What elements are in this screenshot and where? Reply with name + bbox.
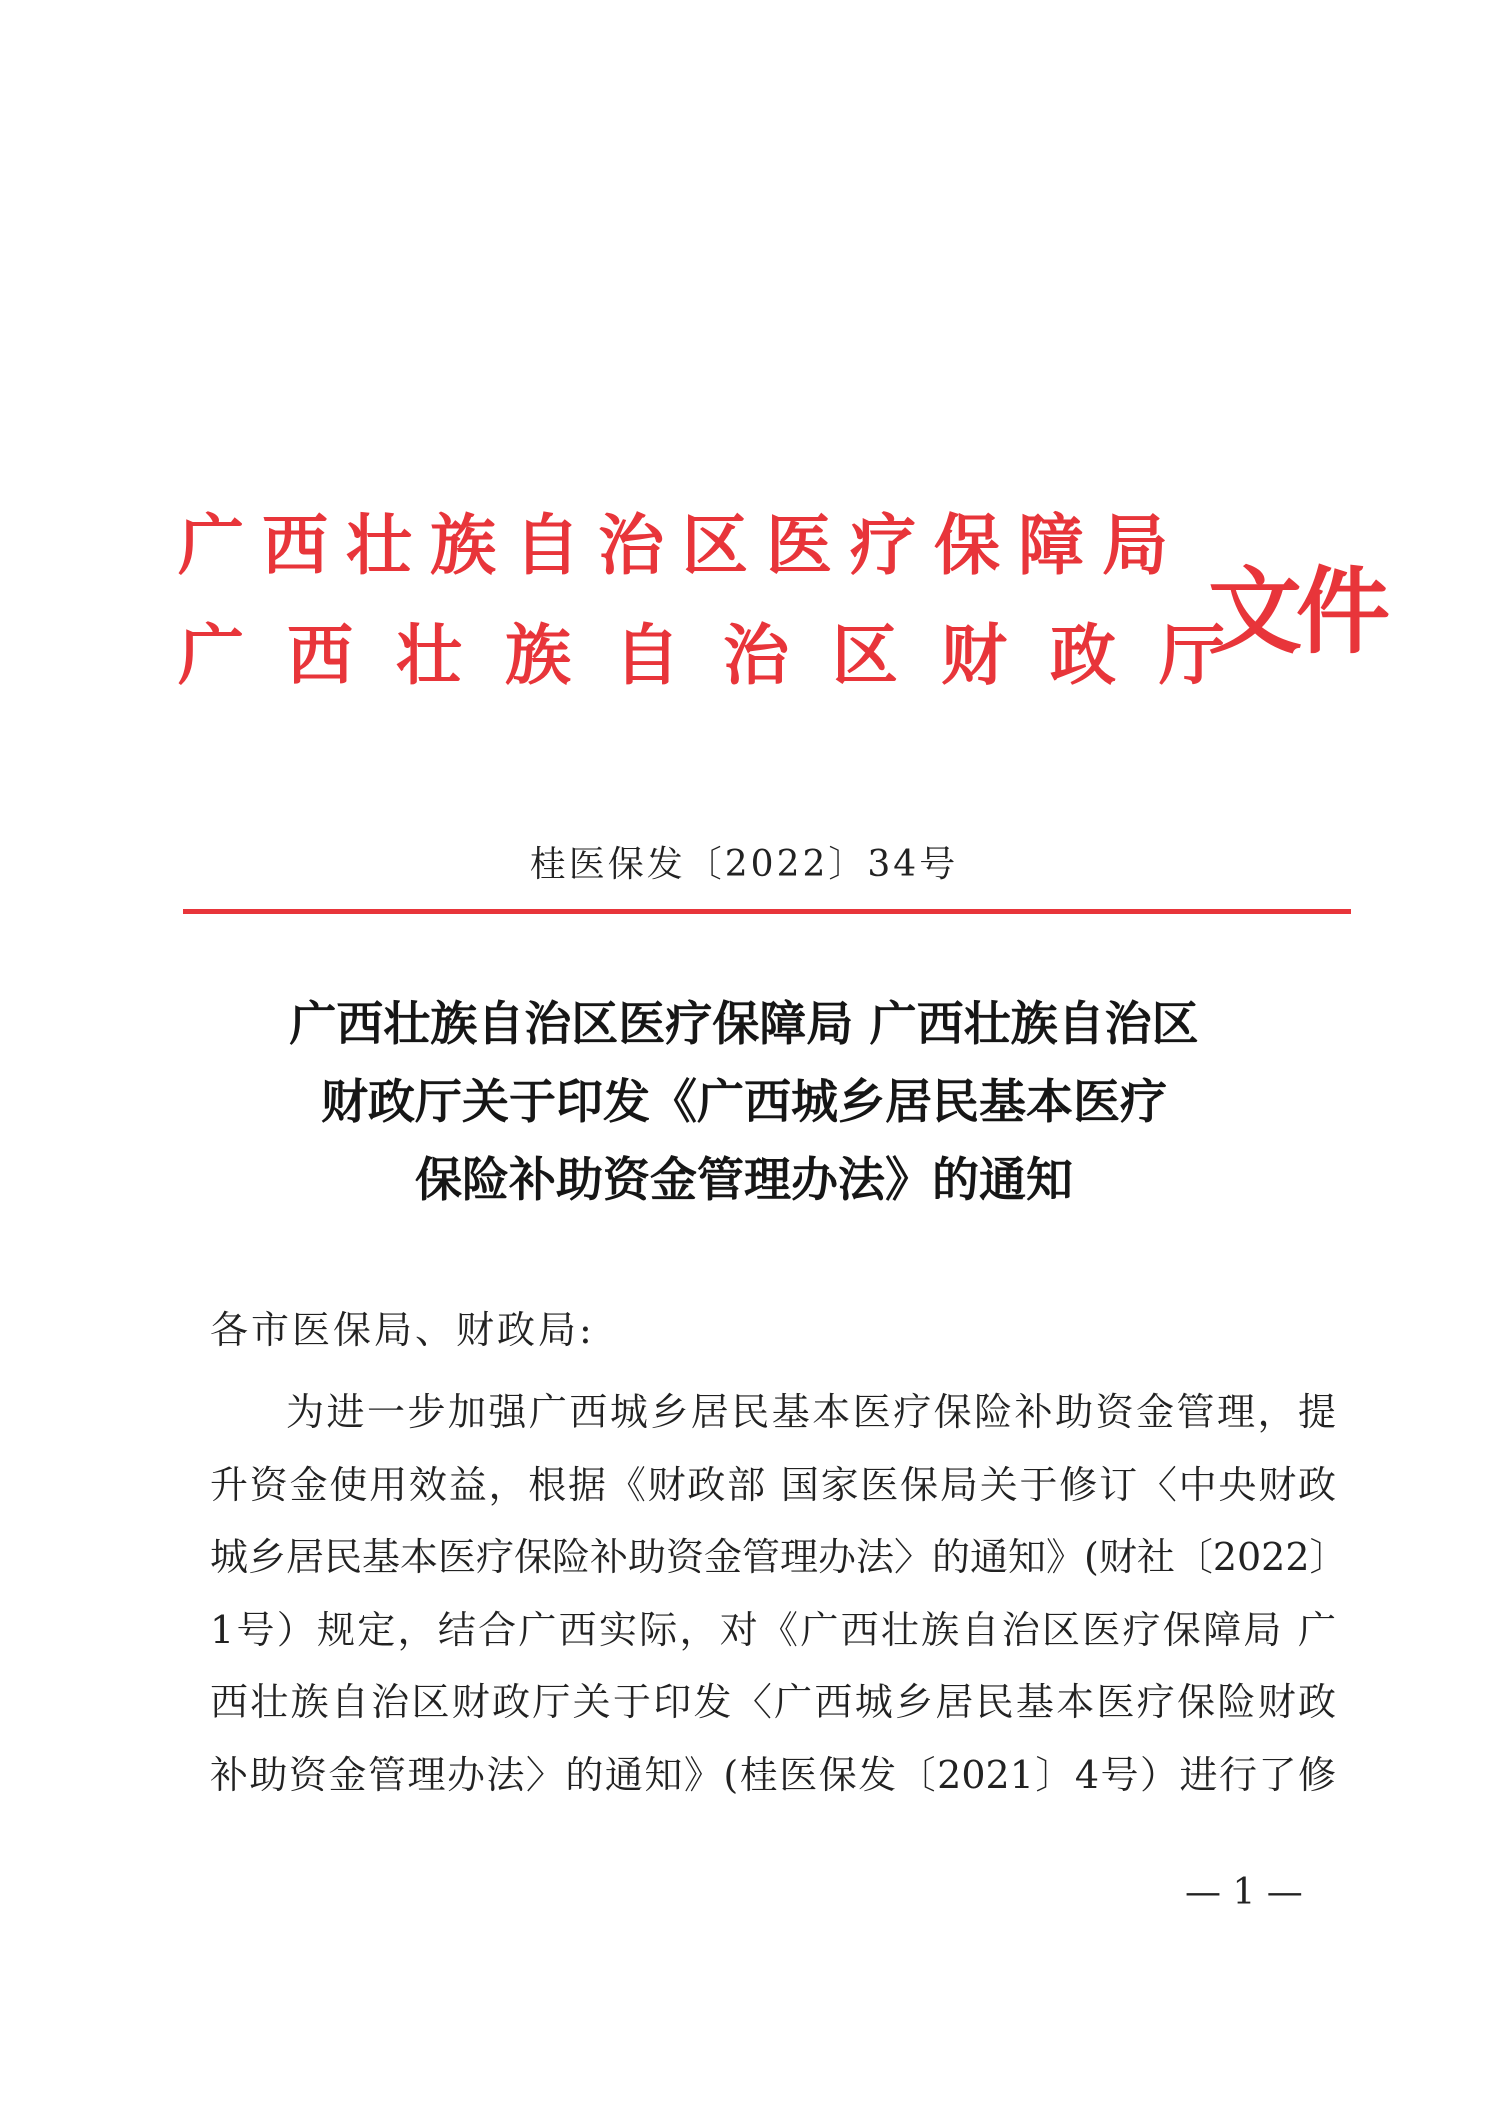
document-title bbox=[0, 986, 1488, 1220]
body-line: 西壮族自治区财政厅关于印发〈广西城乡居民基本医疗保险财政 bbox=[210, 1680, 1336, 1724]
body-line: 升资金使用效益，根据《财政部 国家医保局关于修订〈中央财政 bbox=[210, 1462, 1336, 1507]
page-number: — 1 — bbox=[1185, 1872, 1303, 1913]
document-type-label: 文件 bbox=[1208, 557, 1385, 667]
document-number: 桂医保发〔2022〕34号 bbox=[529, 844, 959, 885]
red-divider-line bbox=[183, 909, 1351, 914]
body-paragraph bbox=[210, 1376, 1348, 1811]
body-line: 城乡居民基本医疗保险补助资金管理办法〉的通知》(财社〔2022〕 bbox=[210, 1535, 1348, 1579]
document-header bbox=[178, 505, 1385, 725]
body-line: 为进一步加强广西城乡居民基本医疗保险补助资金管理，提 bbox=[286, 1390, 1336, 1434]
title-line-1: 广西壮族自治区医疗保障局 广西壮族自治区 bbox=[289, 997, 1199, 1052]
title-line-3: 保险补助资金管理办法》的通知 bbox=[415, 1153, 1073, 1208]
body-line: 补助资金管理办法〉的通知》(桂医保发〔2021〕4号）进行了修 bbox=[210, 1752, 1336, 1797]
issuer-finance-department: 广西壮族自治区财政厅 bbox=[178, 616, 1268, 694]
issuer-medical-security-bureau: 广西壮族自治区医疗保障局 bbox=[178, 506, 1186, 584]
title-line-2: 财政厅关于印发《广西城乡居民基本医疗 bbox=[321, 1075, 1167, 1130]
salutation: 各市医保局、财政局: bbox=[210, 1308, 595, 1352]
body-line: 1号）规定，结合广西实际，对《广西壮族自治区医疗保障局 广 bbox=[210, 1607, 1336, 1652]
